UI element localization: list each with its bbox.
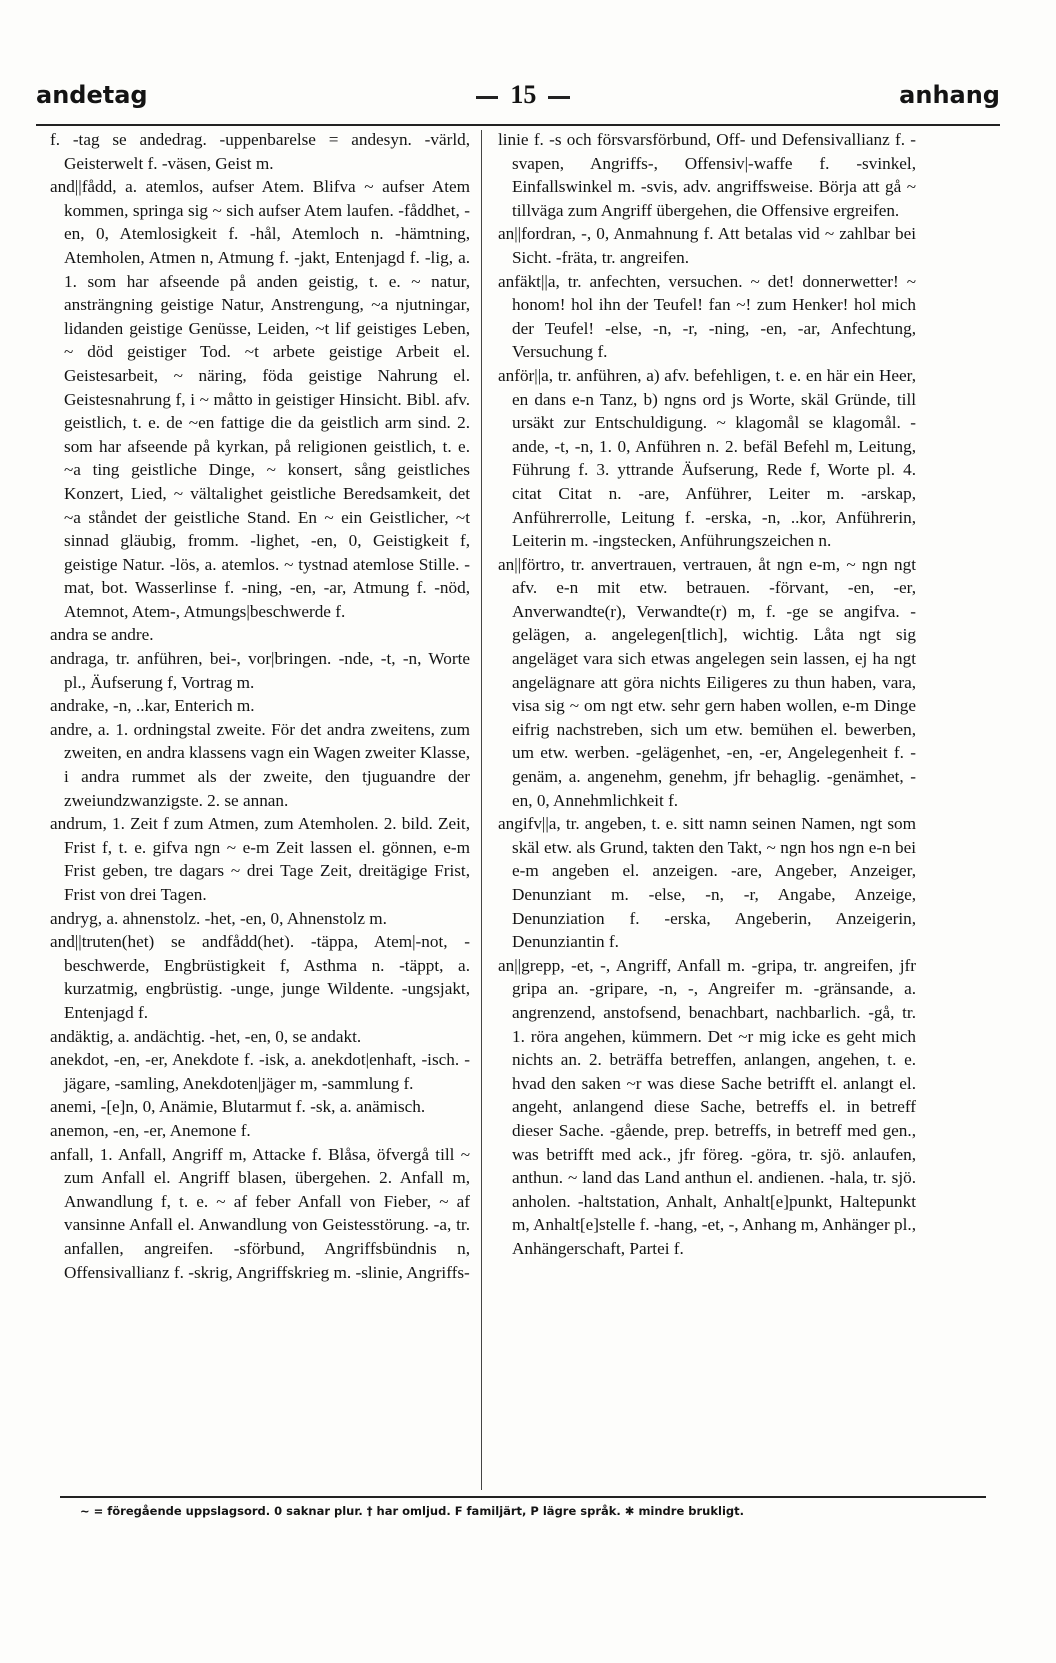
entry: an||grepp, -et, -, Angriff, Anfall m. -gripa, tr. angreifen, jfr gripa an. -gripare, -n, -, Angreifer m. -gränsande, a. angrenzend, anstofsend, benachbart, nachbarlich. -gå, tr. 1. röra angehen, kümmern. Det ~r mig icke es geht mich nichts an. 2. beträffa betreffen, anlangen, angehen, t. e. hvad den saken ~r was diese Sache betrifft el. anlangt el. angeht, anlangend diese Sache, betreffs el. in betreff dieser Sache. -gående, prep. betreffs, in betreff med gen., was betrifft med ack., jfr föreg. -göra, tr. sjö. anlaufen, anthun. ~ land das Land anthun el. andienen. -hala, tr. sjö. anholen. -haltstation, Anhalt, Anhalt[e]punkt, Haltepunkt m, Anhalt[e]stelle f. -hang, -et, -, Anhang m, Anhänger pl., Anhängerschaft, Partei f. (498, 955, 916, 1258)
entry: andraga, tr. anführen, bei-, vor|bringen. -nde, -t, -n, Worte pl., Äufserung f, Vortrag m. (50, 649, 470, 692)
footer-rule (60, 1496, 986, 1498)
entry: anemi, -[e]n, 0, Anämie, Blutarmut f. -sk, a. anämisch. (50, 1097, 426, 1117)
entry: andrake, -n, ..kar, Enterich m. (50, 696, 255, 716)
dash-left (476, 96, 498, 99)
column-divider (481, 130, 482, 1490)
right-column (498, 128, 916, 1261)
entry: and||fådd, a. atemlos, aufser Atem. Blifva ~ aufser Atem kommen, springa sig ~ sich aufser Atem laufen. -fåddhet, -en, 0, Atemlosigkeit f. -hål, Atemloch n. -hämtning, Atemholen, Atmen n, Atmung f. -jakt, Entenjagd f. -lig, a. 1. som har afseende på anden geistig, t. e. ~ natur, ansträngning geistige Natur, Anstrengung, ~a njutningar, lidanden geistige Genüsse, Leiden, ~t lif geistiges Leben, ~ död geistiger Tod. ~t arbete geistige Arbeit el. Geistesarbeit, ~ näring, föda geistige Nahrung el. Geistesnahrung f, i ~ måtto in geistiger Hinsicht. Bibl. afv. geistlich, t. e. de ~en fattige die da geistlich arm sind. 2. som har afseende på kyrkan, på religionen geistlich, t. e. ~a ting geistliche Dinge, ~ konsert, sång geistliches Konzert, Lied, ~ vältalighet geistliche Beredsamkeit, det ~a ståndet der geistliche Stand. En ~ ein Geistlicher, ~t sinnad gläubig, fromm. -lighet, -en, 0, Geistigkeit f, geistige Natur. -lös, a. atemlos. ~ tystnad atemlose Stille. -mat, bot. Wasserlinse f. -ning, -en, -ar, Atmung f. -nöd, Atemnot, Atem-, Atmungs|beschwerde f. (50, 177, 470, 621)
entry: an||förtro, tr. anvertrauen, vertrauen, åt ngn e-m, ~ ngn ngt afv. e-n mit etw. betrauen. -förvant, -en, -er, Anverwandte(r), Verwandte(r) m, f. -ge se angifva. -gelägen, a. angelegen[tlich], wichtig. Låta ngt sig angeläget vara sich etwas angelegen sein lassen, ej ha ngt angelägnare att göra nichts Eiligeres zu thun haben, vara, visa sig ~ om ngt etw. sehr gern haben wollen, e-m Dinge eifrig nachstreben, sich um etw. bemühen el. bewerben, um etw. werben. -gelägenhet, -en, -er, Angelegenheit f. -genäm, a. angenehm, genehm, jfr behaglig. -genämhet, -en, 0, Annehmlichkeit f. (498, 554, 916, 810)
header-first-headword: andetag (36, 81, 148, 109)
header-rule (36, 124, 1000, 126)
abbreviation-legend: ~ = föregående uppslagsord. 0 saknar plur. † har omljud. F familjärt, P lägre språk. ✱ mindre brukligt. (80, 1504, 744, 1518)
left-column (50, 128, 470, 1284)
dash-right (548, 96, 570, 99)
entry: f. -tag se andedrag. -uppenbarelse = andesyn. -värld, Geisterwelt f. -väsen, Geist m. (50, 130, 470, 173)
entry: angifv||a, tr. angeben, t. e. sitt namn seinen Namen, ngt som skäl etw. als Grund, takten den Takt, ~ ngn hos ngn e-n bei e-m angeben el. anzeigen. -are, Angeber, Anzeiger, Denunziant m. -else, -n, -r, Angabe, Anzeige, Denunziation f. -erska, Angeberin, Anzeigerin, Denunziantin f. (498, 814, 916, 952)
entry: anfall, 1. Anfall, Angriff m, Attacke f. Blåsa, öfvergå till ~ zum Anfall el. Angriff blasen, übergehen. 2. Anfall m, Anwandlung f, t. e. ~ af feber Anfall von Fieber, ~ af vansinne Anfall el. Anwandlung von Geistesstörung. -a, tr. anfallen, angreifen. -sförbund, Angriffsbündnis n, Offensivallianz f. -skrig, Angriffskrieg m. -slinie, Angriffs- (50, 1144, 470, 1282)
page-number-wrapper (464, 80, 582, 110)
page-number: 15 (510, 80, 537, 109)
page-header (36, 80, 1000, 120)
entry: anekdot, -en, -er, Anekdote f. -isk, a. anekdot|enhaft, -isch. -jägare, -samling, Anekdoten|jäger m, -sammlung f. (50, 1050, 470, 1093)
entry: andrum, 1. Zeit f zum Atmen, zum Atemholen. 2. bild. Zeit, Frist f, t. e. gifva ngn ~ e-m Zeit lassen el. gönnen, e-m Frist geben, tre dagars ~ drei Tage Zeit, dreitägige Frist, Frist von drei Tagen. (50, 814, 470, 904)
entry: anemon, -en, -er, Anemone f. (50, 1120, 251, 1140)
entry: andre, a. 1. ordningstal zweite. För det andra zweitens, zum zweiten, en andra klassens vagn ein Wagen zweiter Klasse, i andra rummet als der zweite, den tjuguandre der zweiundzwanzigste. 2. se annan. (50, 719, 470, 810)
entry: and||truten(het) se andfådd(het). -täppa, Atem|-not, -beschwerde, Engbrüstigkeit f, Asthma n. -täppt, a. kurzatmig, engbrüstig. -unge, junge Wildente. -ungsjakt, Entenjagd f. (50, 932, 470, 1022)
entry: anför||a, tr. anführen, a) afv. befehligen, t. e. en här ein Heer, en dans e-n Tanz, b) ngns ord js Worte, skäl Gründe, till ursäkt zur Entschuldigung. ~ klagomål se klagomål. -ande, -t, -n, 1. 0, Anführen n. 2. befäl Befehl m, Leitung, Führung f. 3. yttrande Äufserung, Rede f, Worte pl. 4. citat Citat n. -are, Anführer, Leiter m. -arskap, Anführerrolle, Leitung f. -erska, -n, ..kor, Anführerin, Leiterin m. -ingstecken, Anführungszeichen n. (498, 365, 916, 551)
entry: andäktig, a. andächtig. -het, -en, 0, se andakt. (50, 1026, 362, 1046)
entry: anfäkt||a, tr. anfechten, versuchen. ~ det! donnerwetter! ~ honom! hol ihn der Teufel! fan ~! zum Henker! hol mich der Teufel! -else, -n, -r, -ning, -en, -ar, Anfechtung, Versuchung f. (498, 271, 916, 362)
header-last-headword: anhang (899, 81, 1000, 109)
entry: andra se andre. (50, 625, 154, 645)
entry: an||fordran, -, 0, Anmahnung f. Att betalas vid ~ zahlbar bei Sicht. -fräta, tr. angreifen. (498, 224, 916, 267)
entry: linie f. -s och försvarsförbund, Off- und Defensivallianz f. -svapen, Angriffs-, Offensiv|-waffe f. -svinkel, Einfallswinkel m. -svis, adv. angriffsweise. Börja att gå ~ tillväga zum Angriff übergehen, die Offensive ergreifen. (498, 130, 916, 220)
entry: andryg, a. ahnenstolz. -het, -en, 0, Ahnenstolz m. (50, 908, 387, 928)
